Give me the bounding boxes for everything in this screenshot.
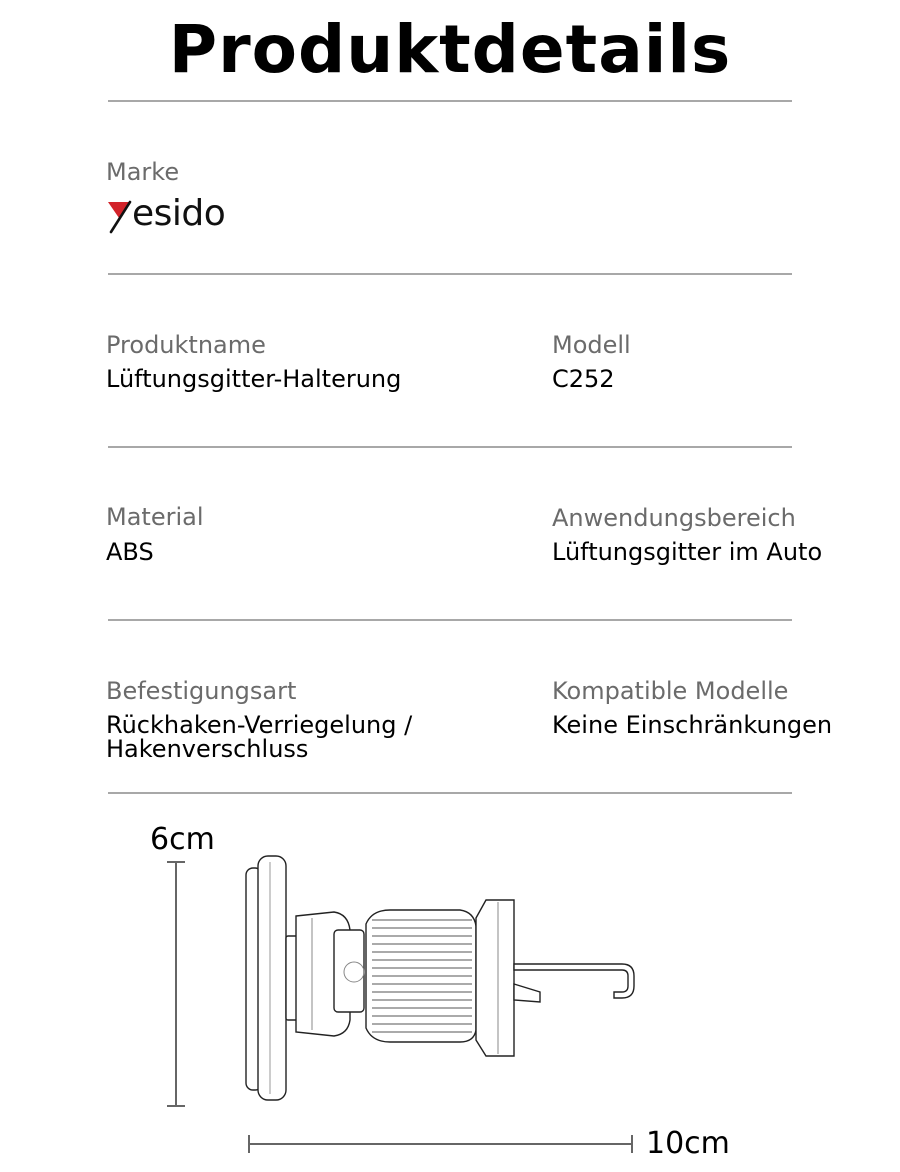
application-value: Lüftungsgitter im Auto [552, 538, 823, 566]
product-name-value: Lüftungsgitter-Halterung [106, 365, 402, 393]
brand-label: Marke [106, 158, 180, 186]
height-dimension-label: 6cm [150, 822, 215, 857]
model-label: Modell [552, 331, 631, 359]
model-value: C252 [552, 365, 615, 393]
material-label: Material [106, 503, 204, 531]
product-name-label: Produktname [106, 331, 266, 359]
svg-text:esido: esido [132, 193, 226, 234]
mounting-label: Befestigungsart [106, 677, 297, 705]
compatible-value: Keine Einschränkungen [552, 711, 833, 739]
mounting-value: Rückhaken-Verriegelung / Hakenverschluss [106, 711, 413, 763]
width-dimension-label: 10cm [646, 1126, 730, 1161]
application-label: Anwendungsbereich [552, 504, 796, 532]
compatible-label: Kompatible Modelle [552, 677, 789, 705]
vent-mount-illustration [246, 856, 634, 1100]
page-title: Produktdetails [168, 11, 732, 88]
material-value: ABS [106, 538, 154, 566]
